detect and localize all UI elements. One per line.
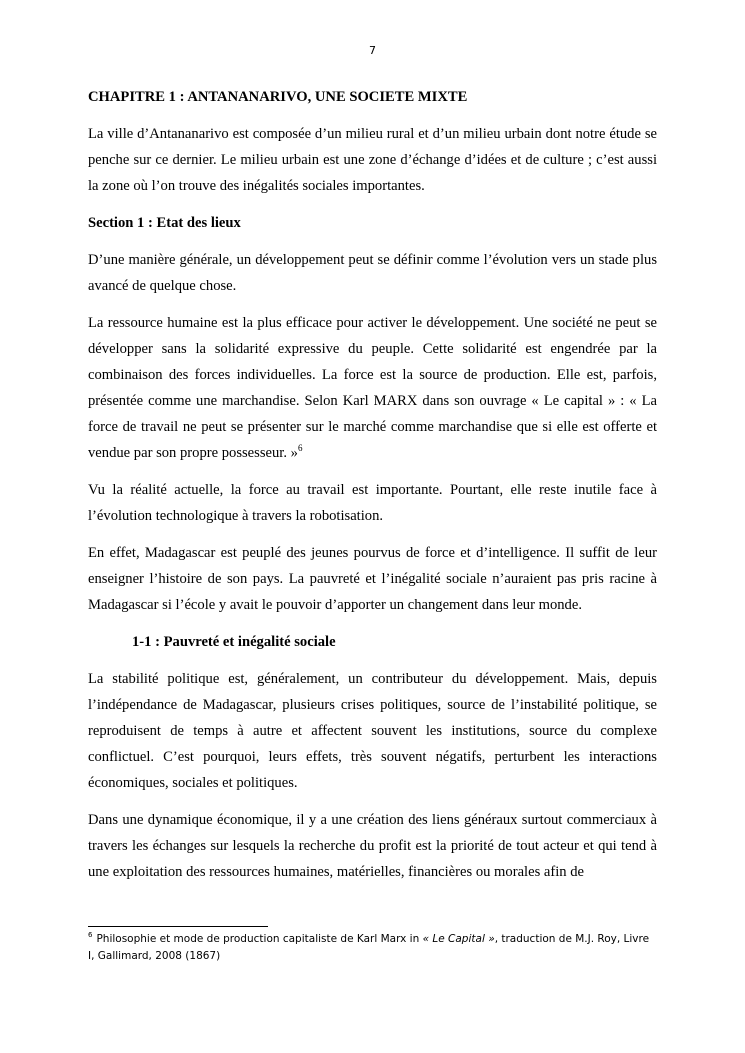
footnote-text-before: Philosophie et mode de production capitaliste de Karl Marx in bbox=[96, 933, 423, 945]
section-paragraph-4: En effet, Madagascar est peuplé des jeunes pourvus de force et d’intelligence. Il suffit de leur enseigner l’histoire de son pays. La pauvreté et l’inégalité sociale n’auraient pas pris racine à Madagascar si l’école y avait le pouvoir d’apporter un changement dans leur monde. bbox=[88, 545, 657, 613]
footnote-number: 6 bbox=[88, 931, 93, 939]
subsection-paragraph-2: Dans une dynamique économique, il y a une création des liens généraux surtout commerciaux à travers les échanges sur lesquels la recherche du profit est la priorité de tout acteur et qui tend à une exploitation des ressources humaines, matérielles, financières ou morales afin de bbox=[88, 812, 657, 880]
section-paragraph-2-text: La ressource humaine est la plus efficace pour activer le développement. Une société ne peut se développer sans la solidarité expressive du peuple. Cette solidarité est engendrée par la combinaison des forces individuelles. La force est la source de production. Elle est, parfois, présentée comme une marchandise. Selon Karl MARX dans son ouvrage « Le capital » : « La force de travail ne peut se présenter sur le marché comme marchandise que si elle est offerte et vendue par son propre possesseur. » bbox=[88, 315, 657, 461]
section-paragraph-2 bbox=[88, 310, 657, 466]
footnote-italic-title: « Le Capital » bbox=[422, 933, 495, 945]
section-title: Section 1 : Etat des lieux bbox=[88, 215, 241, 231]
footnote-text-after: , traduction de M.J. Roy, Livre I, Gallimard, 2008 (1867) bbox=[88, 933, 650, 962]
subsection-title: 1-1 : Pauvreté et inégalité sociale bbox=[132, 634, 336, 650]
page-number: 7 bbox=[369, 44, 376, 57]
section-paragraph-1: D’une manière générale, un développement peut se définir comme l’évolution vers un stade plus avancé de quelque chose. bbox=[88, 252, 657, 294]
chapter-title: CHAPITRE 1 : ANTANANARIVO, UNE SOCIETE MIXTE bbox=[88, 89, 468, 105]
footnote-reference[interactable]: 6 bbox=[297, 443, 303, 453]
subsection-paragraph-1: La stabilité politique est, généralement, un contributeur du développement. Mais, depuis l’indépendance de Madagascar, plusieurs crises politiques, source de l’instabilité politique, se reproduisent de temps à autre et affectent souvent les institutions, source du complexe conflictuel. C’est pourquoi, leurs effets, très souvent négatifs, perturbent les interactions économiques, sociales et politiques. bbox=[88, 671, 657, 791]
section-paragraph-3: Vu la réalité actuelle, la force au travail est importante. Pourtant, elle reste inutile face à l’évolution technologique à travers la robotisation. bbox=[88, 482, 657, 524]
intro-paragraph: La ville d’Antananarivo est composée d’un milieu rural et d’un milieu urbain dont notre étude se penche sur ce dernier. Le milieu urbain est une zone d’échange d’idées et de culture ; c’est aussi la zone où l’on trouve des inégalités sociales importantes. bbox=[88, 126, 657, 194]
footnote-divider bbox=[88, 926, 268, 927]
page-content bbox=[88, 84, 657, 896]
footnote bbox=[88, 931, 657, 965]
